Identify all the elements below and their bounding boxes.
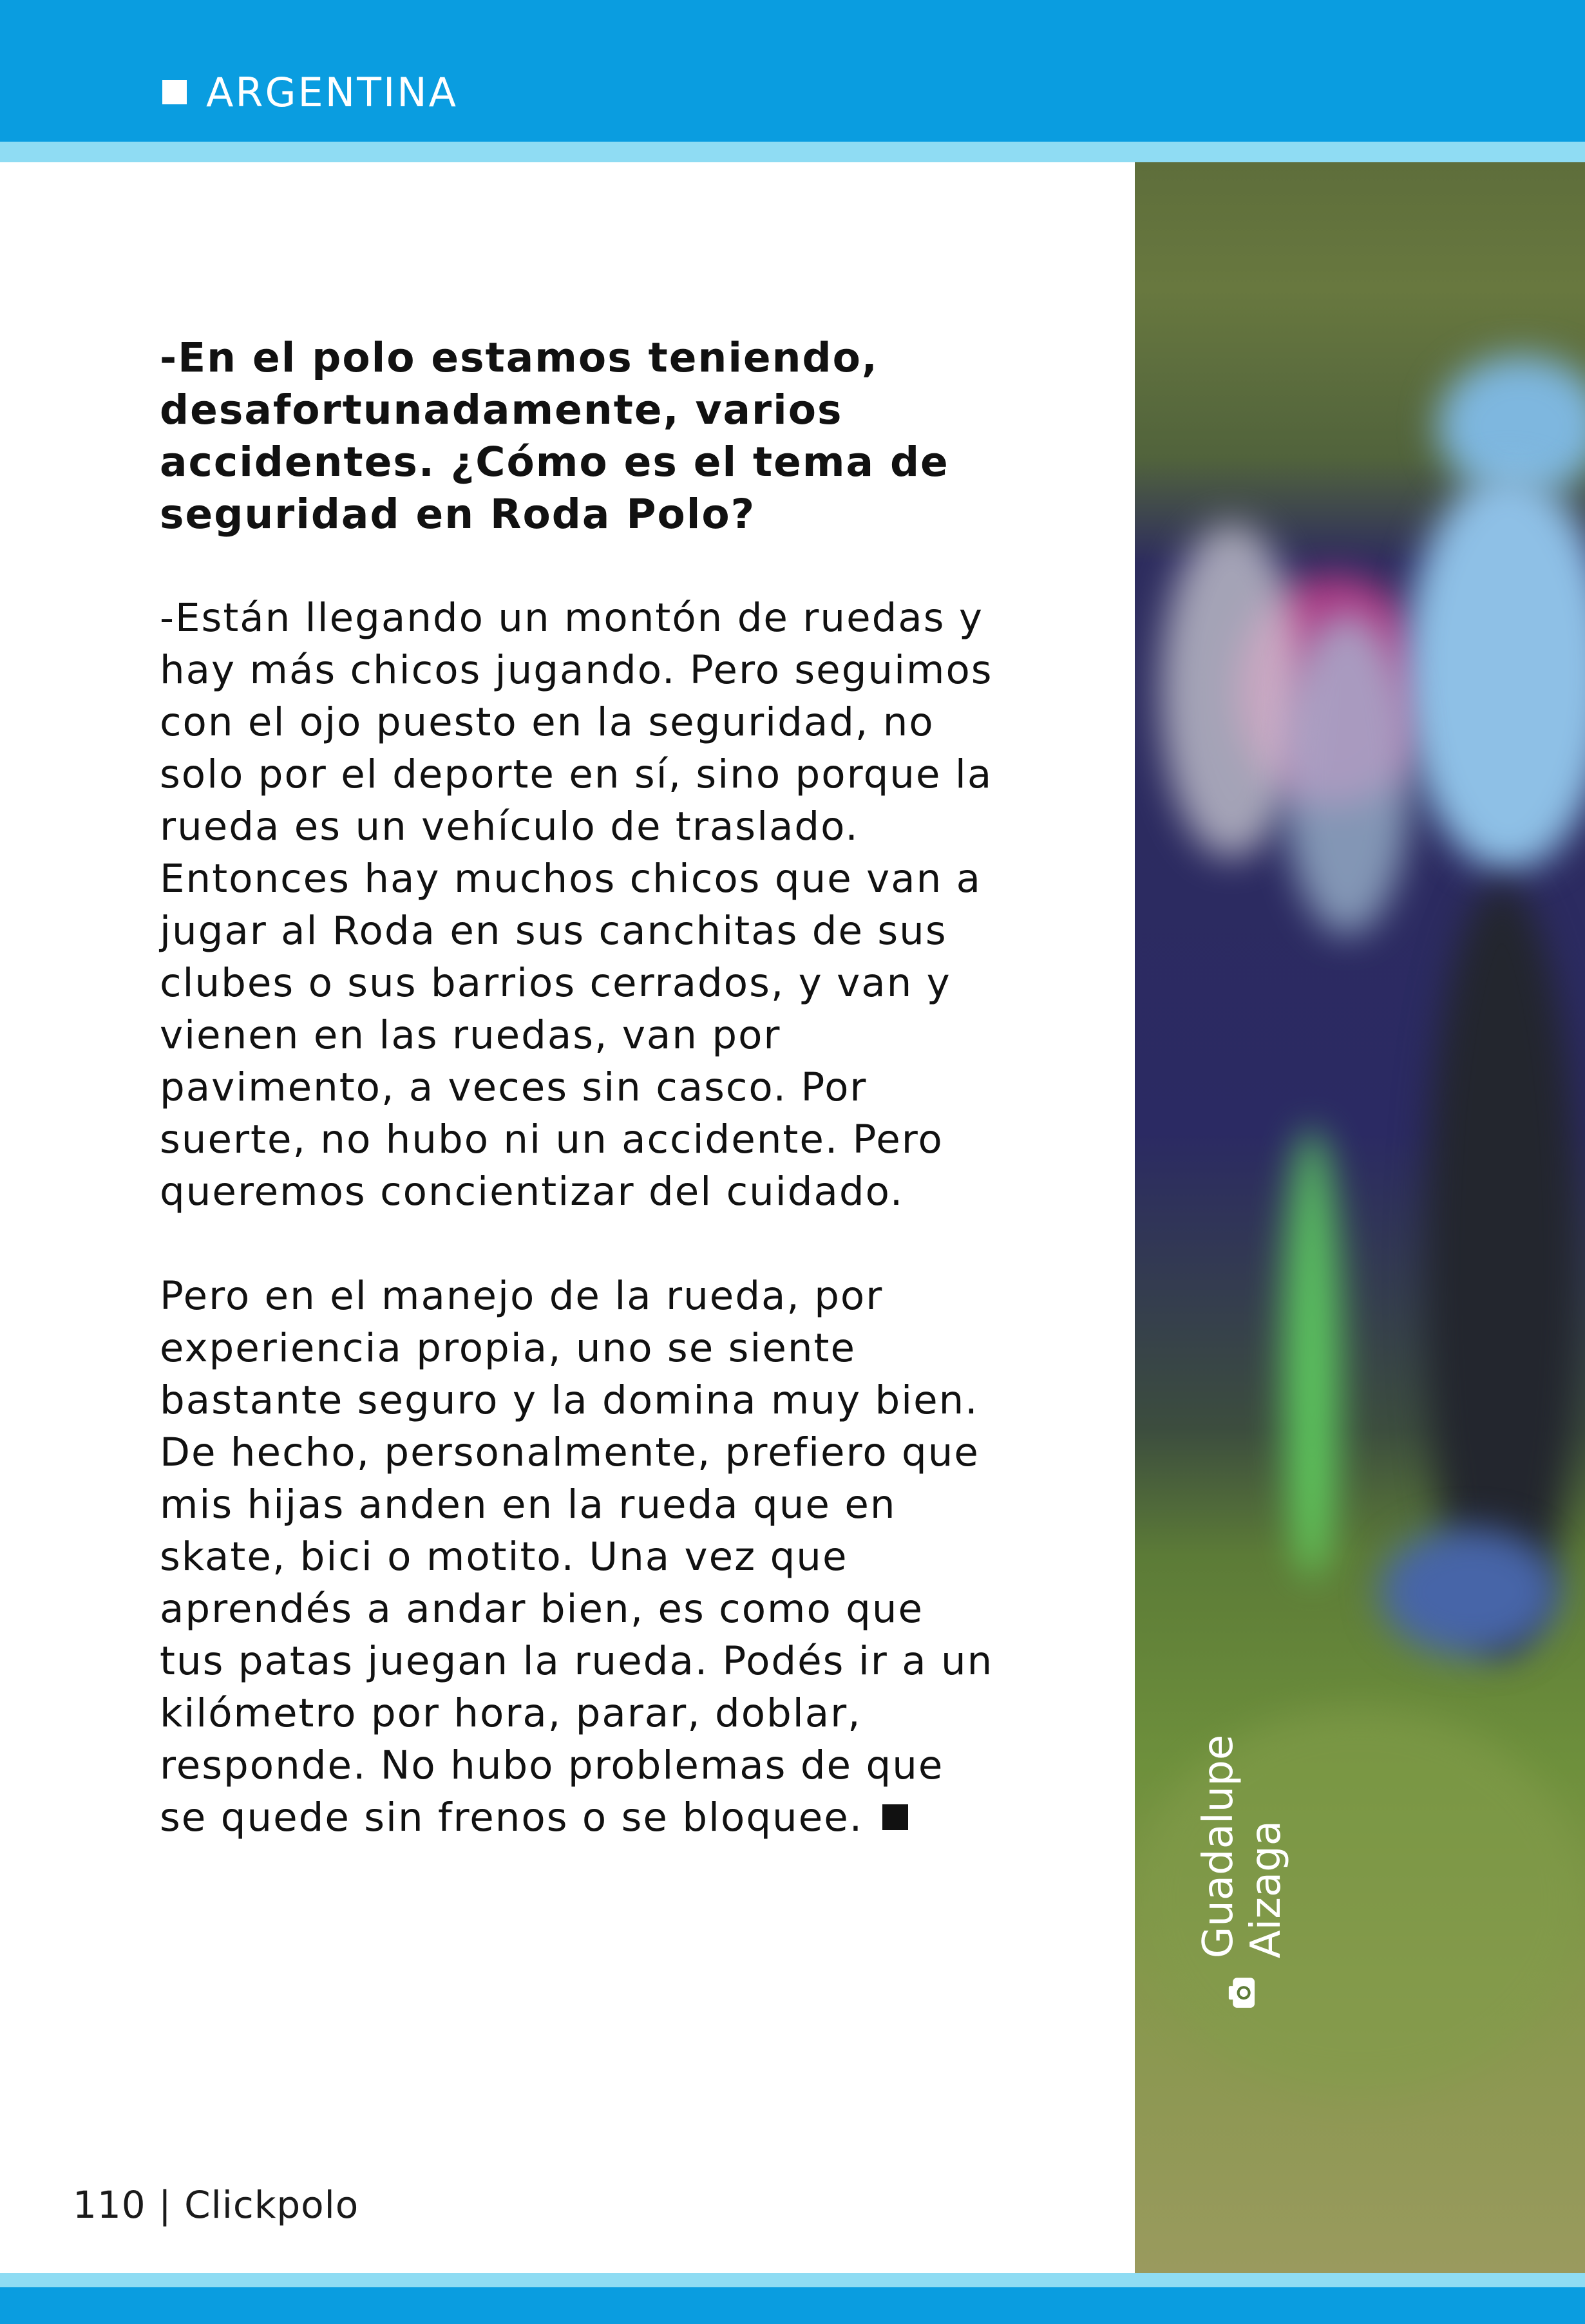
section-square-icon xyxy=(162,80,187,104)
footer-separator: | xyxy=(158,2183,172,2227)
answer-paragraph-1: -Están llegando un montón de ruedas y hay más chicos jugando. Pero seguimos con el ojo puesto en la seguridad, no solo por el deporte en sí, sino porque la rueda es un vehículo de traslado. Entonces hay muchos chicos que van a jugar al Roda en sus canchitas de sus clubes o sus barrios cerrados, y van y vienen en las ruedas, van por pavimento, a veces sin casco. Por suerte, no hubo ni un accidente. Pero queremos concientizar del cuidado. xyxy=(160,595,993,1214)
section-label xyxy=(162,63,458,121)
article-body xyxy=(160,332,997,1844)
answer-paragraph-2-text: Pero en el manejo de la rueda, por experiencia propia, uno se siente bastante seguro y la domina muy bien. De hecho, personalmente, prefiero que mis hijas anden en la rueda que en skate, bici o motito. Una vez que aprendés a andar bien, es como que tus patas juegan la rueda. Podés ir a un kilómetro por hora, parar, doblar, responde. No hubo problemas de que se quede sin frenos o se bloquee. xyxy=(160,1273,994,1840)
photo-credit-name: Guadalupe Aizaga xyxy=(1195,1734,1290,1959)
answer-paragraph-2 xyxy=(160,1270,997,1844)
publication-name: Clickpolo xyxy=(184,2183,359,2227)
page-footer xyxy=(73,2183,359,2227)
section-title: ARGENTINA xyxy=(206,68,459,116)
page-number: 110 xyxy=(73,2183,146,2227)
camera-icon xyxy=(1224,1976,1260,2009)
photo-credit xyxy=(1195,1619,1290,2009)
footer-stripe xyxy=(0,2273,1585,2287)
interview-question: -En el polo estamos teniendo, desafortunadamente, varios accidentes. ¿Cómo es el tema de seguridad en Roda Polo? xyxy=(160,334,949,538)
footer-band xyxy=(0,2287,1585,2324)
end-of-article-mark xyxy=(882,1804,908,1830)
header-stripe xyxy=(0,142,1585,162)
